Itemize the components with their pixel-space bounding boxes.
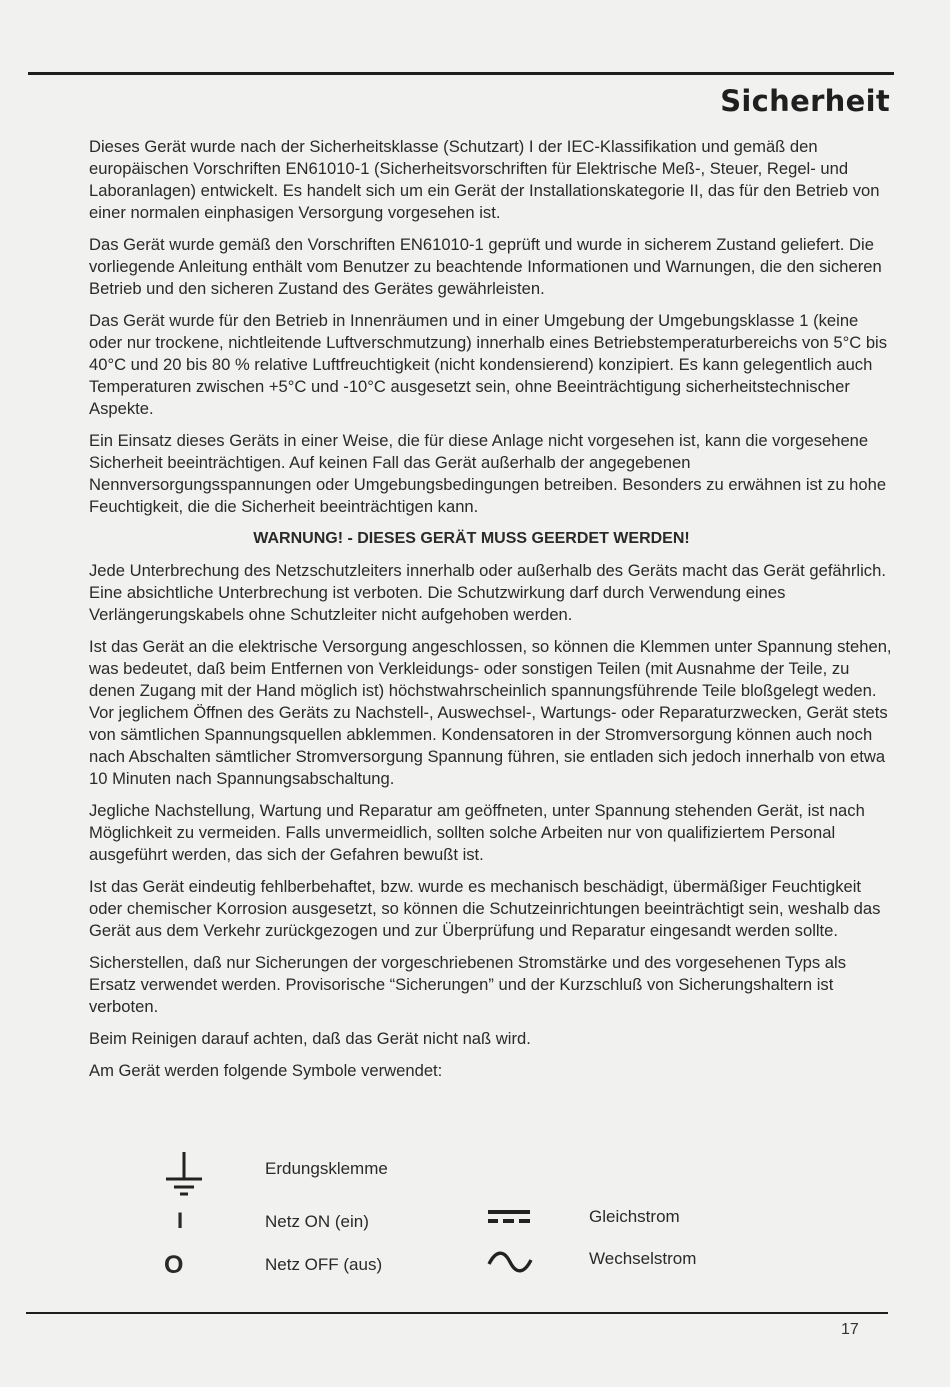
paragraph: Ein Einsatz dieses Geräts in einer Weise, die für diese Anlage nicht vorgesehen ist, kann die vorgesehene Sicherheit beeinträchtigen. Auf keinen Fall das Gerät außerhalb der angegebenen Nennversorgungsspannungen oder Umgebungsbedingungen betreiben. Besonders zu erwähnen ist zu hohe Feuchtigkeit, die die Sicherheit beeinträchtigen kann. (89, 431, 887, 516)
body-text (89, 136, 894, 1092)
paragraph: Ist das Gerät eindeutig fehlberbehaftet, bzw. wurde es mechanisch beschädigt, übermäßiger Feuchtigkeit oder chemischer Korrosion ausgesetzt, so können die Schutzeinrichtungen beeinträchtigt sein, weshalb das Gerät aus dem Verkehr zurückgezogen und zur Überprüfung und Reparatur eingesandt werden sollte. (89, 877, 881, 940)
earth-terminal-label: Erdungsklemme (265, 1159, 388, 1178)
paragraph: Jede Unterbrechung des Netzschutzleiters innerhalb oder außerhalb des Geräts macht das Gerät gefährlich. Eine absichtliche Unterbrechung ist verboten. Die Schutzwirkung darf durch Verwendung eines Verlängerungskabels ohne Schutzleiter nicht aufgehoben werden. (89, 561, 886, 624)
direct-current-label: Gleichstrom (589, 1207, 680, 1226)
bottom-rule (26, 1312, 888, 1314)
warning-heading: WARNUNG! - DIESES GERÄT MUSS GEERDET WERDEN! (253, 530, 690, 547)
power-on-label: Netz ON (ein) (265, 1212, 369, 1231)
alternating-current-label: Wechselstrom (589, 1249, 697, 1268)
paragraph: Sicherstellen, daß nur Sicherungen der vorgeschriebenen Stromstärke und des vorgesehenen Typs als Ersatz verwendet werden. Provisorische “Sicherungen” und der Kurzschluß von Sicherungshaltern ist verboten. (89, 953, 846, 1016)
paragraph: Das Gerät wurde gemäß den Vorschriften EN61010-1 geprüft und wurde in sicherem Zustand geliefert. Die vorliegende Anleitung enthält vom Benutzer zu beachtende Informationen und Warnungen, die den sicheren Betrieb und den sicheren Zustand des Gerätes gewährleisten. (89, 235, 882, 298)
paragraph: Am Gerät werden folgende Symbole verwendet: (89, 1061, 443, 1080)
paragraph: Das Gerät wurde für den Betrieb in Innenräumen und in einer Umgebung der Umgebungsklasse 1 (keine oder nur trockene, nichtleitende Luftverschmutzung) innerhalb eines Betriebstemperaturbereichs von 5°C bis 40°C und 20 bis 80 % relative Luftfreuchtigkeit (nicht kondensierend) konzipiert. Es kann gelegentlich auch Temperaturen zwischen +5°C und -10°C ausgesetzt sein, ohne Beeinträchtigung sicherheitstechnischer Aspekte. (89, 311, 888, 418)
power-off-label: Netz OFF (aus) (265, 1255, 383, 1274)
page-number: 17 (841, 1321, 859, 1338)
paragraph: Ist das Gerät an die elektrische Versorgung angeschlossen, so können die Klemmen unter Spannung stehen, was bedeutet, daß beim Entfernen von Verkleidungs- oder sonstigen Teilen (mit Ausnahme der Teile, zu denen Zugang mit der Hand möglich ist) höchstwahrscheinlich spannungsführende Teile bloßgelegt weden. Vor jeglichem Öffnen des Geräts zu Nachstell-, Auswechsel-, Wartungs- oder Reparaturzwecken, Gerät stets von sämtlichen Spannungsquellen abklemmen. Kondensatoren in der Stromversorgung können auch noch nach Abschalten sämtlicher Stromversorgung Spannung führen, sie entladen sich jedoch innerhalb von etwa 10 Minuten nach Spannungsabschaltung. (89, 637, 892, 788)
power-on-icon: I (177, 1208, 184, 1233)
direct-current-icon (487, 1208, 531, 1231)
alternating-current-icon (486, 1248, 534, 1281)
power-off-icon: O (164, 1251, 184, 1279)
page-title: Sicherheit (720, 84, 890, 118)
paragraph: Beim Reinigen darauf achten, daß das Gerät nicht naß wird. (89, 1029, 531, 1048)
paragraph: Dieses Gerät wurde nach der Sicherheitsklasse (Schutzart) I der IEC-Klassifikation und gemäß den europäischen Vorschriften EN61010-1 (Sicherheitsvorschriften für Elektrische Meß-, Steuer, Regel- und Laboranlagen) entwickelt. Es handelt sich um ein Gerät der Installationskategorie II, das für den Betrieb von einer normalen einphasigen Versorgung vorgesehen ist. (89, 137, 880, 222)
paragraph: Jegliche Nachstellung, Wartung und Reparatur am geöffneten, unter Spannung stehenden Gerät, ist nach Möglichkeit zu vermeiden. Falls unvermeidlich, sollten solche Arbeiten nur von qualifiziertem Personal ausgeführt werden, das sich der Gefahren bewußt ist. (89, 801, 865, 864)
top-rule (28, 72, 894, 75)
earth-ground-icon (164, 1150, 204, 1203)
